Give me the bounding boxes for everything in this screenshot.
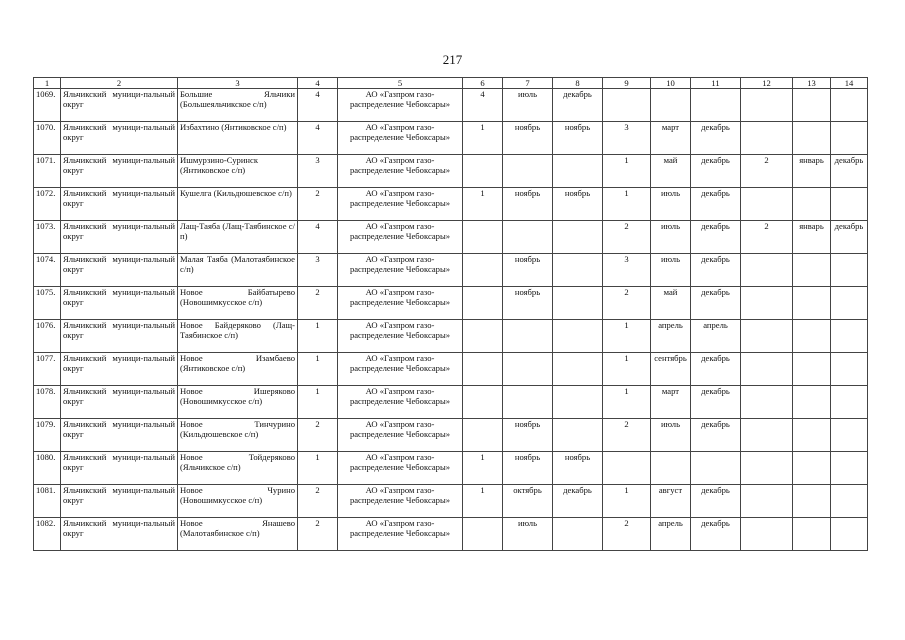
col7-month-cell bbox=[503, 320, 553, 353]
table-row bbox=[34, 452, 868, 485]
col14-month-cell bbox=[831, 452, 868, 485]
col12-cell bbox=[741, 287, 793, 320]
col8-month-cell: ноябрь bbox=[553, 452, 603, 485]
col4-cell: 1 bbox=[298, 386, 338, 419]
col9-cell bbox=[603, 89, 651, 122]
col12-cell bbox=[741, 320, 793, 353]
col12-cell bbox=[741, 122, 793, 155]
organization-cell: АО «Газпром газо-распределение Чебоксары» bbox=[338, 287, 463, 320]
settlement-cell: Новое Тинчурино (Кильдюшевское с/п) bbox=[178, 419, 298, 452]
col4-cell: 1 bbox=[298, 353, 338, 386]
settlement-cell: Новое Изамбаево (Янтиковское с/п) bbox=[178, 353, 298, 386]
col6-cell bbox=[463, 320, 503, 353]
col9-cell: 3 bbox=[603, 254, 651, 287]
col6-cell bbox=[463, 287, 503, 320]
col12-cell bbox=[741, 386, 793, 419]
row-number: 1072. bbox=[34, 188, 61, 221]
col8-month-cell bbox=[553, 221, 603, 254]
table-row bbox=[34, 221, 868, 254]
settlement-cell: Новое Байбатырево (Новошимкусское с/п) bbox=[178, 287, 298, 320]
col9-cell: 2 bbox=[603, 419, 651, 452]
table-row bbox=[34, 155, 868, 188]
column-number-6: 6 bbox=[463, 78, 503, 89]
col11-month-cell: декабрь bbox=[691, 221, 741, 254]
col9-cell: 1 bbox=[603, 188, 651, 221]
col4-cell: 2 bbox=[298, 419, 338, 452]
column-number-3: 3 bbox=[178, 78, 298, 89]
col11-month-cell: декабрь bbox=[691, 122, 741, 155]
col7-month-cell: ноябрь bbox=[503, 419, 553, 452]
col7-month-cell: ноябрь bbox=[503, 188, 553, 221]
district-cell: Яльчикский муници-пальный округ bbox=[61, 485, 178, 518]
row-number: 1071. bbox=[34, 155, 61, 188]
table-body bbox=[34, 89, 868, 551]
row-number: 1081. bbox=[34, 485, 61, 518]
col7-month-cell bbox=[503, 155, 553, 188]
col10-month-cell: март bbox=[651, 122, 691, 155]
col13-month-cell bbox=[793, 89, 831, 122]
col10-month-cell: май bbox=[651, 155, 691, 188]
col11-month-cell: декабрь bbox=[691, 287, 741, 320]
col12-cell bbox=[741, 353, 793, 386]
gasification-schedule-table bbox=[33, 77, 868, 551]
col8-month-cell: ноябрь bbox=[553, 188, 603, 221]
col10-month-cell: апрель bbox=[651, 518, 691, 551]
col13-month-cell bbox=[793, 122, 831, 155]
col10-month-cell: июль bbox=[651, 419, 691, 452]
table-row bbox=[34, 188, 868, 221]
col6-cell bbox=[463, 221, 503, 254]
row-number: 1074. bbox=[34, 254, 61, 287]
col9-cell bbox=[603, 452, 651, 485]
col6-cell bbox=[463, 353, 503, 386]
col7-month-cell: ноябрь bbox=[503, 452, 553, 485]
organization-cell: АО «Газпром газо-распределение Чебоксары» bbox=[338, 254, 463, 287]
col14-month-cell bbox=[831, 353, 868, 386]
column-number-8: 8 bbox=[553, 78, 603, 89]
settlement-cell: Избахтино (Янтиковское с/п) bbox=[178, 122, 298, 155]
col9-cell: 3 bbox=[603, 122, 651, 155]
col13-month-cell: январь bbox=[793, 221, 831, 254]
table-row bbox=[34, 419, 868, 452]
col4-cell: 2 bbox=[298, 518, 338, 551]
col13-month-cell bbox=[793, 320, 831, 353]
organization-cell: АО «Газпром газо-распределение Чебоксары» bbox=[338, 320, 463, 353]
table-row bbox=[34, 122, 868, 155]
district-cell: Яльчикский муници-пальный округ bbox=[61, 386, 178, 419]
row-number: 1075. bbox=[34, 287, 61, 320]
col14-month-cell bbox=[831, 320, 868, 353]
col10-month-cell: август bbox=[651, 485, 691, 518]
row-number: 1079. bbox=[34, 419, 61, 452]
row-number: 1077. bbox=[34, 353, 61, 386]
col14-month-cell bbox=[831, 386, 868, 419]
col6-cell bbox=[463, 419, 503, 452]
col6-cell: 1 bbox=[463, 122, 503, 155]
col12-cell bbox=[741, 89, 793, 122]
col14-month-cell bbox=[831, 287, 868, 320]
organization-cell: АО «Газпром газо-распределение Чебоксары» bbox=[338, 419, 463, 452]
col8-month-cell bbox=[553, 254, 603, 287]
column-number-2: 2 bbox=[61, 78, 178, 89]
col14-month-cell bbox=[831, 89, 868, 122]
col10-month-cell: апрель bbox=[651, 320, 691, 353]
col14-month-cell bbox=[831, 188, 868, 221]
district-cell: Яльчикский муници-пальный округ bbox=[61, 221, 178, 254]
col7-month-cell bbox=[503, 386, 553, 419]
col4-cell: 4 bbox=[298, 89, 338, 122]
col11-month-cell: декабрь bbox=[691, 188, 741, 221]
settlement-cell: Новое Янашево (Малотаябинское с/п) bbox=[178, 518, 298, 551]
col4-cell: 1 bbox=[298, 452, 338, 485]
col12-cell bbox=[741, 188, 793, 221]
col9-cell: 1 bbox=[603, 485, 651, 518]
col11-month-cell: декабрь bbox=[691, 353, 741, 386]
col10-month-cell: май bbox=[651, 287, 691, 320]
col6-cell: 1 bbox=[463, 452, 503, 485]
organization-cell: АО «Газпром газо-распределение Чебоксары» bbox=[338, 452, 463, 485]
organization-cell: АО «Газпром газо-распределение Чебоксары» bbox=[338, 155, 463, 188]
col12-cell bbox=[741, 254, 793, 287]
column-number-7: 7 bbox=[503, 78, 553, 89]
col12-cell: 2 bbox=[741, 221, 793, 254]
column-number-5: 5 bbox=[338, 78, 463, 89]
table-row bbox=[34, 386, 868, 419]
col10-month-cell: март bbox=[651, 386, 691, 419]
col9-cell: 2 bbox=[603, 287, 651, 320]
col6-cell: 1 bbox=[463, 188, 503, 221]
row-number: 1070. bbox=[34, 122, 61, 155]
col7-month-cell: ноябрь bbox=[503, 122, 553, 155]
col8-month-cell bbox=[553, 386, 603, 419]
col7-month-cell: июль bbox=[503, 89, 553, 122]
col13-month-cell bbox=[793, 386, 831, 419]
col10-month-cell bbox=[651, 89, 691, 122]
col8-month-cell bbox=[553, 320, 603, 353]
col11-month-cell bbox=[691, 452, 741, 485]
col12-cell bbox=[741, 419, 793, 452]
col7-month-cell: октябрь bbox=[503, 485, 553, 518]
settlement-cell: Кушелга (Кильдюшевское с/п) bbox=[178, 188, 298, 221]
column-number-10: 10 bbox=[651, 78, 691, 89]
col8-month-cell bbox=[553, 518, 603, 551]
organization-cell: АО «Газпром газо-распределение Чебоксары» bbox=[338, 188, 463, 221]
district-cell: Яльчикский муници-пальный округ bbox=[61, 320, 178, 353]
table-row bbox=[34, 320, 868, 353]
column-number-1: 1 bbox=[34, 78, 61, 89]
col8-month-cell bbox=[553, 419, 603, 452]
table-row bbox=[34, 254, 868, 287]
col10-month-cell bbox=[651, 452, 691, 485]
settlement-cell: Малая Таяба (Малотаябинское с/п) bbox=[178, 254, 298, 287]
organization-cell: АО «Газпром газо-распределение Чебоксары» bbox=[338, 221, 463, 254]
organization-cell: АО «Газпром газо-распределение Чебоксары» bbox=[338, 485, 463, 518]
col8-month-cell: декабрь bbox=[553, 89, 603, 122]
col9-cell: 1 bbox=[603, 386, 651, 419]
district-cell: Яльчикский муници-пальный округ bbox=[61, 287, 178, 320]
col13-month-cell bbox=[793, 485, 831, 518]
col14-month-cell bbox=[831, 419, 868, 452]
col13-month-cell bbox=[793, 188, 831, 221]
col13-month-cell: январь bbox=[793, 155, 831, 188]
column-number-9: 9 bbox=[603, 78, 651, 89]
settlement-cell: Новое Ишеряково (Новошимкусское с/п) bbox=[178, 386, 298, 419]
row-number: 1082. bbox=[34, 518, 61, 551]
col4-cell: 2 bbox=[298, 287, 338, 320]
col6-cell: 4 bbox=[463, 89, 503, 122]
col11-month-cell: декабрь bbox=[691, 485, 741, 518]
col13-month-cell bbox=[793, 254, 831, 287]
col11-month-cell: декабрь bbox=[691, 155, 741, 188]
col6-cell: 1 bbox=[463, 485, 503, 518]
col14-month-cell bbox=[831, 122, 868, 155]
organization-cell: АО «Газпром газо-распределение Чебоксары» bbox=[338, 89, 463, 122]
col8-month-cell: декабрь bbox=[553, 485, 603, 518]
col13-month-cell bbox=[793, 419, 831, 452]
row-number: 1076. bbox=[34, 320, 61, 353]
organization-cell: АО «Газпром газо-распределение Чебоксары» bbox=[338, 353, 463, 386]
row-number: 1073. bbox=[34, 221, 61, 254]
col13-month-cell bbox=[793, 518, 831, 551]
col14-month-cell bbox=[831, 485, 868, 518]
district-cell: Яльчикский муници-пальный округ bbox=[61, 122, 178, 155]
table-row bbox=[34, 485, 868, 518]
col12-cell bbox=[741, 452, 793, 485]
col4-cell: 4 bbox=[298, 122, 338, 155]
col10-month-cell: июль bbox=[651, 221, 691, 254]
col11-month-cell: декабрь bbox=[691, 386, 741, 419]
column-number-12: 12 bbox=[741, 78, 793, 89]
col11-month-cell: декабрь bbox=[691, 254, 741, 287]
col14-month-cell: декабрь bbox=[831, 221, 868, 254]
col8-month-cell bbox=[553, 155, 603, 188]
organization-cell: АО «Газпром газо-распределение Чебоксары» bbox=[338, 122, 463, 155]
column-number-row bbox=[34, 78, 868, 89]
row-number: 1069. bbox=[34, 89, 61, 122]
column-number-14: 14 bbox=[831, 78, 868, 89]
district-cell: Яльчикский муници-пальный округ bbox=[61, 518, 178, 551]
col13-month-cell bbox=[793, 452, 831, 485]
col14-month-cell bbox=[831, 254, 868, 287]
col8-month-cell bbox=[553, 353, 603, 386]
col6-cell bbox=[463, 155, 503, 188]
col11-month-cell: декабрь bbox=[691, 419, 741, 452]
col9-cell: 2 bbox=[603, 518, 651, 551]
col4-cell: 2 bbox=[298, 485, 338, 518]
col9-cell: 1 bbox=[603, 155, 651, 188]
col9-cell: 2 bbox=[603, 221, 651, 254]
settlement-cell: Новое Чурино (Новошимкусское с/п) bbox=[178, 485, 298, 518]
col14-month-cell: декабрь bbox=[831, 155, 868, 188]
col10-month-cell: июль bbox=[651, 188, 691, 221]
col13-month-cell bbox=[793, 287, 831, 320]
col4-cell: 2 bbox=[298, 188, 338, 221]
col6-cell bbox=[463, 386, 503, 419]
col4-cell: 1 bbox=[298, 320, 338, 353]
col7-month-cell: июль bbox=[503, 518, 553, 551]
settlement-cell: Лащ-Таяба (Лащ-Таябинское с/п) bbox=[178, 221, 298, 254]
settlement-cell: Большие Яльчики (Большеяльчикское с/п) bbox=[178, 89, 298, 122]
table-row bbox=[34, 287, 868, 320]
district-cell: Яльчикский муници-пальный округ bbox=[61, 353, 178, 386]
district-cell: Яльчикский муници-пальный округ bbox=[61, 452, 178, 485]
settlement-cell: Новое Байдеряково (Лащ-Таябинское с/п) bbox=[178, 320, 298, 353]
col10-month-cell: сентябрь bbox=[651, 353, 691, 386]
col9-cell: 1 bbox=[603, 353, 651, 386]
col11-month-cell bbox=[691, 89, 741, 122]
settlement-cell: Ишмурзино-Суринск (Янтиковское с/п) bbox=[178, 155, 298, 188]
col7-month-cell: ноябрь bbox=[503, 254, 553, 287]
col7-month-cell: ноябрь bbox=[503, 287, 553, 320]
district-cell: Яльчикский муници-пальный округ bbox=[61, 188, 178, 221]
col11-month-cell: декабрь bbox=[691, 518, 741, 551]
table-row bbox=[34, 353, 868, 386]
col7-month-cell bbox=[503, 221, 553, 254]
col10-month-cell: июль bbox=[651, 254, 691, 287]
table-row bbox=[34, 89, 868, 122]
col4-cell: 3 bbox=[298, 254, 338, 287]
col9-cell: 1 bbox=[603, 320, 651, 353]
col4-cell: 3 bbox=[298, 155, 338, 188]
row-number: 1080. bbox=[34, 452, 61, 485]
district-cell: Яльчикский муници-пальный округ bbox=[61, 89, 178, 122]
col12-cell bbox=[741, 518, 793, 551]
col4-cell: 4 bbox=[298, 221, 338, 254]
page-number: 217 bbox=[442, 52, 463, 67]
table-row bbox=[34, 518, 868, 551]
district-cell: Яльчикский муници-пальный округ bbox=[61, 254, 178, 287]
col13-month-cell bbox=[793, 353, 831, 386]
settlement-cell: Новое Тойдеряково (Яльчикское с/п) bbox=[178, 452, 298, 485]
col6-cell bbox=[463, 518, 503, 551]
col12-cell bbox=[741, 485, 793, 518]
column-number-4: 4 bbox=[298, 78, 338, 89]
col8-month-cell bbox=[553, 287, 603, 320]
col11-month-cell: апрель bbox=[691, 320, 741, 353]
col7-month-cell bbox=[503, 353, 553, 386]
row-number: 1078. bbox=[34, 386, 61, 419]
district-cell: Яльчикский муници-пальный округ bbox=[61, 419, 178, 452]
col6-cell bbox=[463, 254, 503, 287]
organization-cell: АО «Газпром газо-распределение Чебоксары» bbox=[338, 386, 463, 419]
col14-month-cell bbox=[831, 518, 868, 551]
column-number-11: 11 bbox=[691, 78, 741, 89]
district-cell: Яльчикский муници-пальный округ bbox=[61, 155, 178, 188]
organization-cell: АО «Газпром газо-распределение Чебоксары» bbox=[338, 518, 463, 551]
column-number-13: 13 bbox=[793, 78, 831, 89]
col8-month-cell: ноябрь bbox=[553, 122, 603, 155]
col12-cell: 2 bbox=[741, 155, 793, 188]
